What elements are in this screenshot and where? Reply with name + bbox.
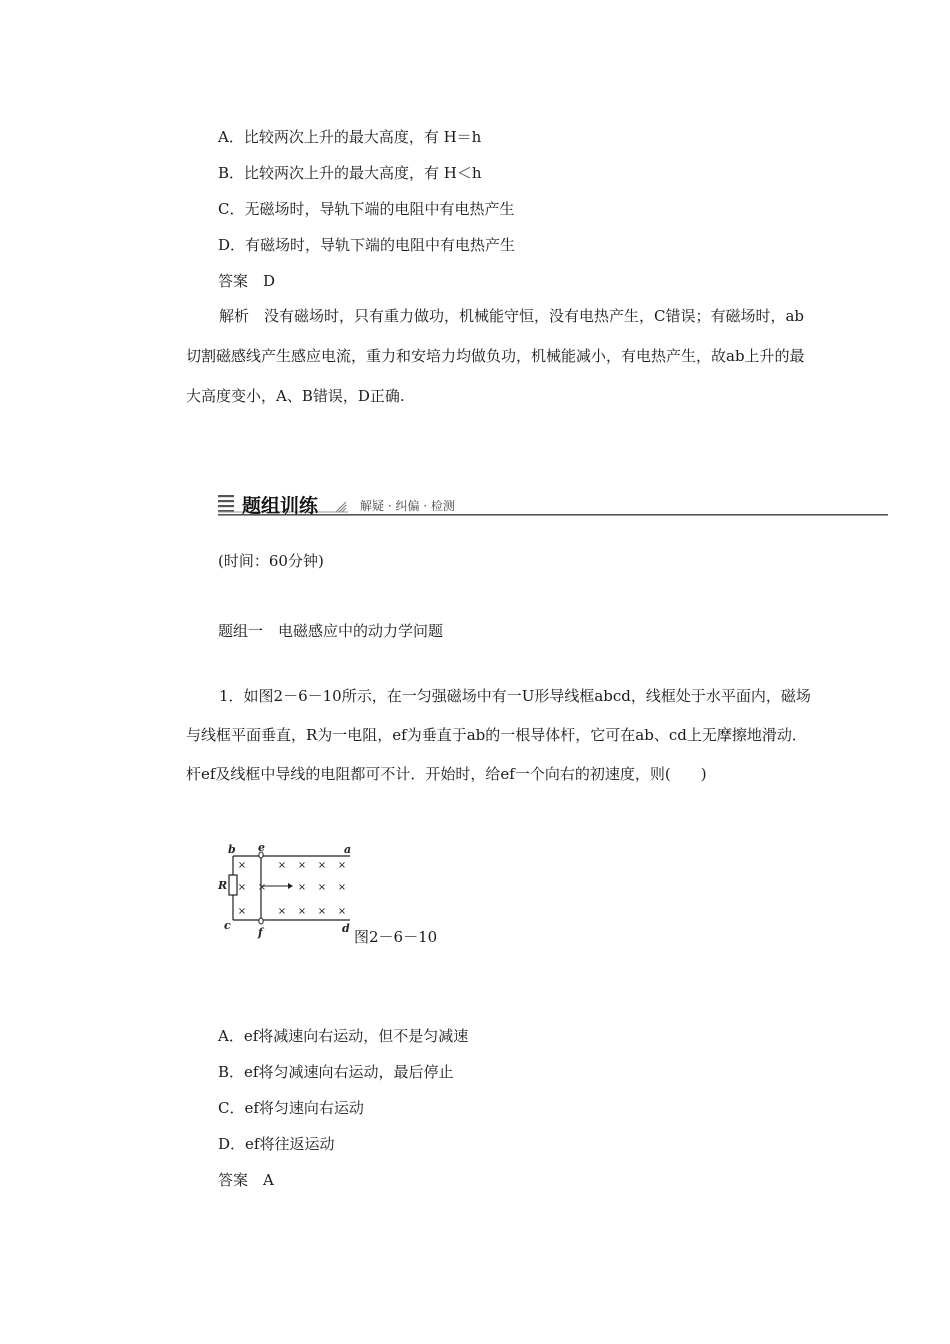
label-e: e: [258, 842, 265, 854]
svg-text:×: ×: [337, 882, 347, 893]
svg-text:×: ×: [297, 860, 307, 871]
q1-option-a: A．ef将减速向右运动，但不是匀减速: [218, 1027, 469, 1045]
q1-option-b: B．ef将匀减速向右运动，最后停止: [218, 1063, 454, 1081]
group-title: 题组一 电磁感应中的动力学问题: [218, 622, 444, 640]
svg-text:×: ×: [277, 906, 287, 917]
label-a: a: [344, 843, 352, 856]
time-note: (时间：60分钟): [218, 552, 324, 570]
magnetic-field-crosses: [238, 860, 346, 917]
label-f: f: [258, 926, 263, 939]
prev-option-a: A．比较两次上升的最大高度，有 H＝h: [218, 128, 482, 146]
figure-caption: 图2－6－10: [354, 928, 438, 946]
banner-subtitle: 解疑 · 纠偏 · 检测: [360, 499, 455, 513]
question1-stem: 1．如图2－6－10所示，在一匀强磁场中有一U形导线框abcd，线框处于水平面内，磁场与线框平面垂直，R为一电阻，ef为垂直于ab的一根导体杆，它可在ab、cd上无摩擦地滑动．杆ef及线框中导线的电阻都可不计．开始时，给ef一个向右的初速度，则( ): [186, 687, 811, 783]
prev-option-b: B．比较两次上升的最大高度，有 H＜h: [218, 164, 482, 182]
svg-text:×: ×: [237, 882, 247, 893]
q1-option-d: D．ef将往返运动: [218, 1135, 335, 1153]
svg-text:×: ×: [317, 882, 327, 893]
section-banner: [218, 490, 888, 518]
svg-text:×: ×: [277, 860, 287, 871]
svg-text:×: ×: [337, 860, 347, 871]
prev-answer: 答案 D: [218, 272, 276, 290]
svg-text:×: ×: [317, 906, 327, 917]
prev-option-c: C．无磁场时，导轨下端的电阻中有电热产生: [218, 200, 515, 218]
q1-answer: 答案 A: [218, 1171, 274, 1189]
svg-text:×: ×: [317, 860, 327, 871]
svg-text:×: ×: [297, 906, 307, 917]
svg-text:×: ×: [257, 882, 267, 893]
label-d: d: [342, 922, 350, 935]
svg-text:×: ×: [237, 860, 247, 871]
svg-text:×: ×: [297, 882, 307, 893]
label-R: R: [218, 879, 228, 892]
resistor-icon: [229, 875, 237, 895]
q1-option-c: C．ef将匀速向右运动: [218, 1099, 364, 1117]
label-c: c: [224, 919, 231, 932]
prev-option-d: D．有磁场时，导轨下端的电阻中有电热产生: [218, 236, 516, 254]
svg-text:×: ×: [337, 906, 347, 917]
prev-analysis: 解析 没有磁场时，只有重力做功，机械能守恒，没有电热产生，C错误；有磁场时，ab切割磁感线产生感应电流，重力和安培力均做负功，机械能减小，有电热产生，故ab上升的最大高度变小，A、B错误，D正确.: [186, 307, 805, 405]
banner-title: 题组训练: [242, 495, 319, 517]
label-b: b: [228, 843, 236, 856]
banner-decoration: [218, 490, 888, 518]
svg-text:×: ×: [237, 906, 247, 917]
